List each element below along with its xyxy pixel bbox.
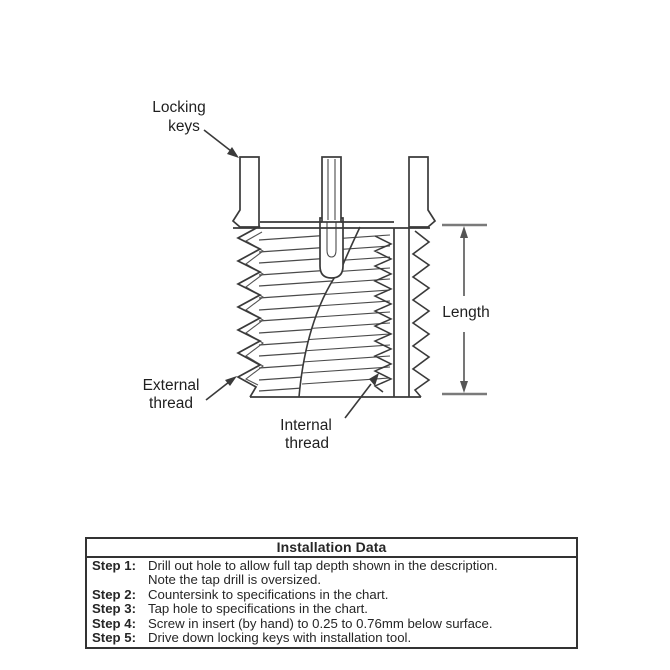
table-row: [87, 617, 576, 631]
arrow-up-icon: [460, 226, 468, 238]
table-row: [87, 573, 576, 587]
step-label: Step 4:: [92, 615, 136, 631]
figure-labels: [143, 99, 332, 452]
table-row: [87, 588, 576, 602]
length-dimension: [442, 225, 490, 394]
step-text: Drill out hole to allow full tap depth shown in the description.: [148, 558, 498, 573]
step-text: Drive down locking keys with installation tool.: [148, 630, 412, 646]
locking-keys-label-line2: keys: [168, 118, 200, 135]
external-thread-label-line2: thread: [149, 395, 193, 412]
locking-key-center: [322, 157, 341, 222]
step-label: Step 5:: [92, 630, 136, 646]
table-body: [87, 558, 576, 647]
right-thread-profile: [413, 231, 429, 397]
step-label: Step 1:: [92, 558, 136, 573]
installation-data-table: [85, 537, 578, 649]
step-label: Step 2:: [92, 586, 136, 602]
step-text: Screw in insert (by hand) to 0.25 to 0.76mm below surface.: [148, 615, 493, 631]
step-text: Tap hole to specifications in the chart.: [148, 601, 368, 617]
center-key-shank: [320, 218, 343, 278]
locking-key-left: [233, 157, 259, 227]
table-row: [87, 559, 576, 573]
arrow-down-icon: [460, 381, 468, 393]
locking-keys-label-line1: Locking: [152, 99, 206, 116]
length-label: Length: [442, 304, 490, 321]
internal-thread-label-line1: Internal: [280, 417, 332, 434]
locking-key-right: [409, 157, 435, 227]
step-text: Countersink to specifications in the chart.: [148, 586, 389, 602]
internal-thread-label-line2: thread: [285, 435, 329, 452]
table-title: Installation Data: [87, 539, 576, 558]
table-row: [87, 631, 576, 645]
external-thread-label-line1: External: [142, 377, 200, 394]
step-text: Note the tap drill is oversized.: [148, 572, 321, 588]
step-label: [87, 573, 148, 587]
step-label: Step 3:: [92, 601, 136, 617]
table-row: [87, 602, 576, 616]
